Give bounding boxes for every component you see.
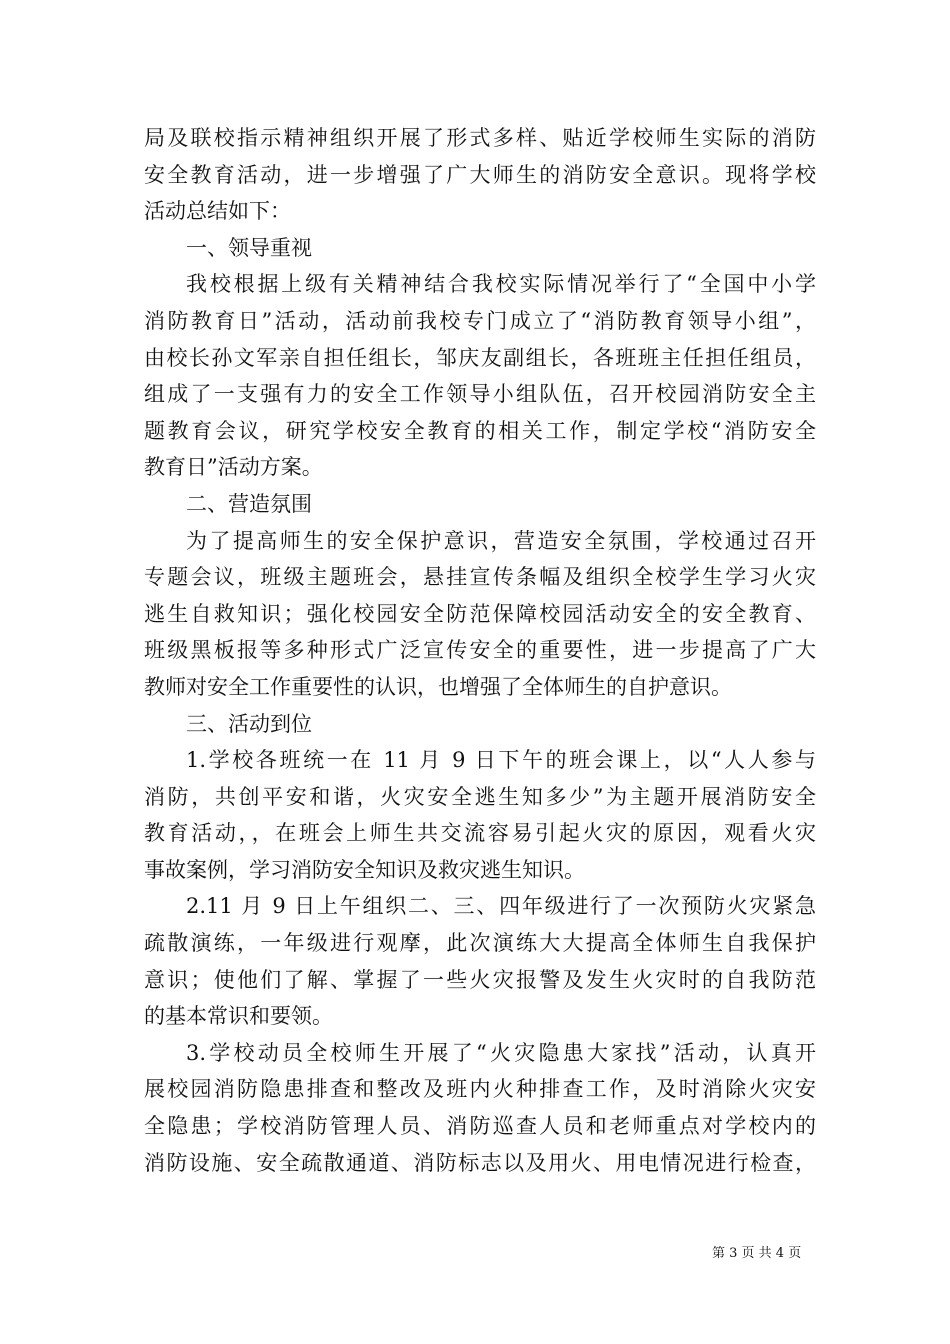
text-line: 的基本常识和要领。	[144, 1004, 333, 1029]
text-line: 安全教育活动，进一步增强了广大师生的消防安全意识。现将学校	[144, 162, 816, 187]
text-line: 题教育会议，研究学校安全教育的相关工作，制定学校“消防安全	[144, 418, 816, 443]
text-line: 我校根据上级有关精神结合我校实际情况举行了“全国中小学	[186, 272, 816, 297]
text-line: 为了提高师生的安全保护意识，营造安全氛围，学校通过召开	[186, 528, 816, 553]
text-line: 由校长孙文军亲自担任组长，邹庆友副组长，各班班主任担任组员，	[144, 345, 816, 370]
text-line: 疏散演练，一年级进行观摩，此次演练大大提高全体师生自我保护	[144, 931, 816, 956]
section-heading: 三、活动到位	[186, 711, 312, 736]
text-line: 1.学校各班统一在 11 月 9 日下午的班会课上，以“人人参与	[186, 748, 816, 773]
text-line: 教师对安全工作重要性的认识，也增强了全体师生的自护意识。	[144, 674, 732, 699]
text-line: 意识；使他们了解、掌握了一些火灾报警及发生火灾时的自我防范	[144, 967, 816, 992]
section-heading: 二、营造氛围	[186, 491, 312, 516]
text-line: 消防，共创平安和谐，火灾安全逃生知多少”为主题开展消防安全	[144, 784, 816, 809]
text-line: 展校园消防隐患排查和整改及班内火种排查工作，及时消除火灾安	[144, 1077, 816, 1102]
text-line: 活动总结如下：	[144, 199, 291, 224]
document-body	[144, 120, 816, 1181]
text-line: 消防教育日”活动，活动前我校专门成立了“消防教育领导小组”，	[144, 308, 816, 333]
text-line: 逃生自救知识；强化校园安全防范保障校园活动安全的安全教育、	[144, 601, 816, 626]
text-line: 局及联校指示精神组织开展了形式多样、贴近学校师生实际的消防	[144, 126, 816, 150]
section-heading: 一、领导重视	[186, 235, 312, 260]
text-line: 2.11 月 9 日上午组织二、三、四年级进行了一次预防火灾紧急	[186, 894, 816, 919]
text-line: 班级黑板报等多种形式广泛宣传安全的重要性，进一步提高了广大	[144, 638, 816, 663]
text-line: 全隐患；学校消防管理人员、消防巡查人员和老师重点对学校内的	[144, 1114, 816, 1139]
text-line: 专题会议，班级主题班会，悬挂宣传条幅及组织全校学生学习火灾	[144, 565, 816, 590]
page-number: 第 3 页 共 4 页	[712, 1246, 802, 1261]
text-line: 组成了一支强有力的安全工作领导小组队伍，召开校园消防安全主	[144, 382, 816, 407]
text-line: 事故案例，学习消防安全知识及救灾逃生知识。	[144, 857, 585, 882]
text-line: 教育活动，，在班会上师生共交流容易引起火灾的原因，观看火灾	[144, 821, 816, 846]
text-line: 消防设施、安全疏散通道、消防标志以及用火、用电情况进行检查，	[144, 1150, 816, 1175]
text-line: 3.学校动员全校师生开展了“火灾隐患大家找”活动，认真开	[186, 1040, 816, 1065]
text-line: 教育日”活动方案。	[144, 455, 323, 480]
